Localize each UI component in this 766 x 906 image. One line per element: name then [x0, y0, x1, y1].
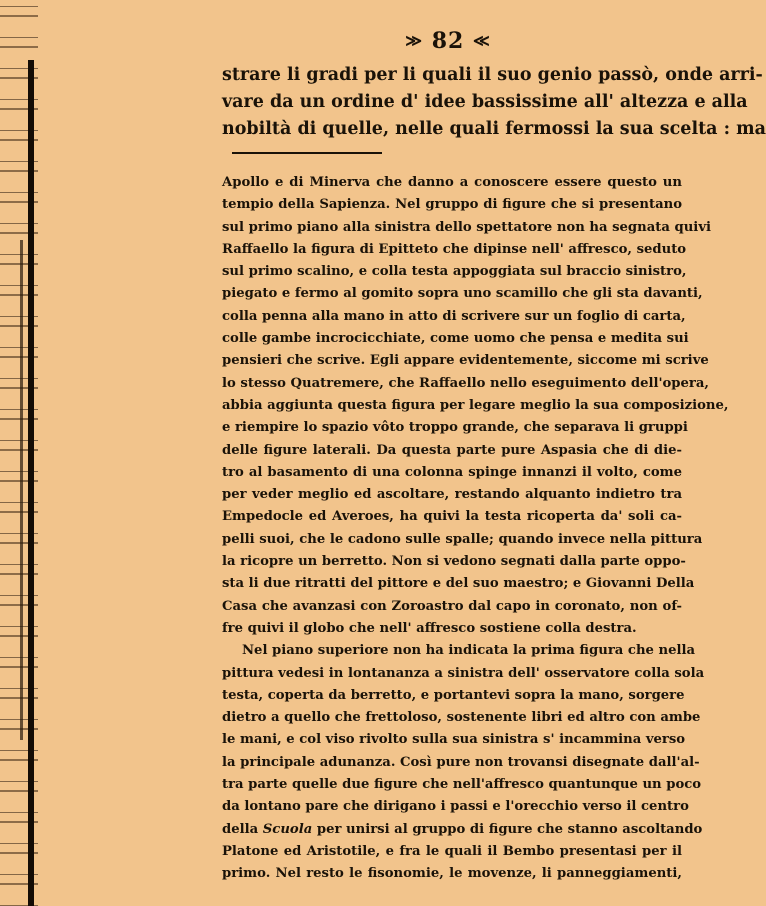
footnote-line: pittura vedesi in lontananza a sinistra dell' osservatore colla sola — [222, 665, 705, 681]
page-number-ornament-right: ≪ — [472, 31, 491, 50]
footnote-line: la ricopre un berretto. Non si vedono segnati dalla parte oppo- — [222, 554, 686, 570]
footnote-line: Raffaello la figura di Epitteto che dipinse nell' affresco, seduto — [222, 241, 687, 257]
footnote-line: delle figure laterali. Da questa parte pure Aspasia che di die- — [222, 442, 682, 458]
main-text-line: vare da un ordine d' idee bassissime all' altezza e alla — [222, 92, 748, 112]
main-text-block — [222, 62, 766, 143]
footnote-line: sul primo piano alla sinistra dello spettatore non ha segnata quivi — [222, 219, 711, 235]
footnote-line: della Scuola per unirsi al gruppo di figure che stanno ascoltando — [222, 821, 703, 837]
footnote-line: piegato e fermo al gomito sopra uno scamillo che gli sta davanti, — [222, 286, 703, 302]
page-number — [398, 28, 498, 54]
footnote-line: fre quivi il globo che nell' affresco sostiene colla destra. — [222, 620, 637, 636]
footnote-line: colle gambe incrocicchiate, come uomo che pensa e medita sui — [222, 331, 689, 347]
footnote-line: lo stesso Quatremere, che Raffaello nello eseguimento dell'opera, — [222, 375, 710, 391]
page-number-ornament-left: ≫ — [405, 31, 424, 50]
footnote-block — [222, 172, 729, 886]
footnote-line: tra parte quelle due figure che nell'affresco quantunque un poco — [222, 777, 702, 793]
footnote-line: Empedocle ed Averoes, ha quivi la testa ricoperta da' soli ca- — [222, 509, 682, 525]
page-binding-shadow — [28, 60, 34, 906]
footnote-line: primo. Nel resto le fisonomie, le movenze, li panneggiamenti, — [222, 866, 682, 882]
footnote-line: sta li due ritratti del pittore e del suo maestro; e Giovanni Della — [222, 576, 695, 592]
page-number-value: 82 — [431, 28, 465, 54]
footnote-line: le mani, e col viso rivolto sulla sua sinistra s' incammina verso — [222, 732, 686, 748]
footnote-line: la principale adunanza. Così pure non trovansi disegnate dall'al- — [222, 754, 700, 770]
footnote-separator-rule — [232, 152, 382, 154]
footnote-line: pelli suoi, che le cadono sulle spalle; quando invece nella pittura — [222, 531, 703, 547]
footnote-line: colla penna alla mano in atto di scrivere sur un foglio di carta, — [222, 308, 686, 324]
footnote-line: dietro a quello che frettoloso, sostenente libri ed altro con ambe — [222, 710, 701, 726]
footnote-line: Platone ed Aristotile, e fra le quali il Bembo presentasi per il — [222, 843, 682, 859]
footnote-line: sul primo scalino, e colla testa appoggiata sul braccio sinistro, — [222, 264, 687, 280]
footnote-line: Apollo e di Minerva che danno a conoscere essere questo un — [222, 175, 682, 190]
footnote-line: testa, coperta da berretto, e portantevi sopra la mano, sorgere — [222, 687, 685, 703]
footnote-line: Casa che avanzasi con Zoroastro dal capo in coronato, non of- — [222, 598, 682, 614]
page-binding-shadow-inner — [20, 240, 23, 740]
footnote-line: e riempire lo spazio vôto troppo grande, che separava li gruppi — [222, 420, 688, 436]
footnote-line: abbia aggiunta questa figura per legare meglio la sua composizione, — [222, 397, 729, 413]
footnote-line: per veder meglio ed ascoltare, restando alquanto indietro tra — [222, 487, 682, 503]
footnote-line: pensieri che scrive. Egli appare evidentemente, siccome mi scrive — [222, 353, 709, 369]
main-text-line: strare li gradi per li quali il suo genio passò, onde arri- — [222, 65, 763, 85]
footnote-line: da lontano pare che dirigano i passi e l'orecchio verso il centro — [222, 799, 689, 815]
main-text-line: nobiltà di quelle, nelle quali fermossi la sua scelta : ma — [222, 119, 766, 139]
footnote-line: tempio della Sapienza. Nel gruppo di figure che si presentano — [222, 197, 682, 213]
footnote-line: tro al basamento di una colonna spinge innanzi il volto, come — [222, 464, 682, 480]
footnote-line: Nel piano superiore non ha indicata la prima figura che nella — [242, 643, 696, 659]
